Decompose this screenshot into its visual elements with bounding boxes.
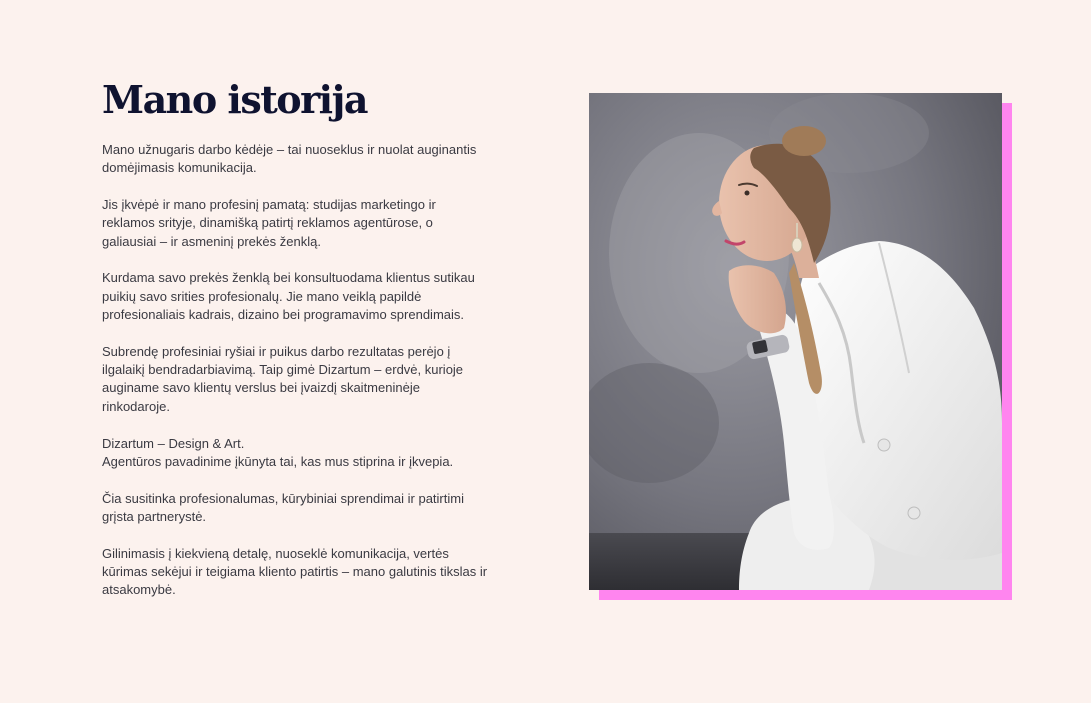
story-paragraph bbox=[102, 545, 532, 600]
paragraph-line: galiausiai – ir asmeninį prekės ženklą. bbox=[102, 233, 321, 249]
paragraph-line: Gilinimasis į kiekvieną detalę, nuoseklė komunikacija, vertės bbox=[102, 545, 449, 561]
paragraph-line: auginame savo klientų verslus bei įvaizdį skaitmeninėje bbox=[102, 380, 420, 396]
story-paragraph bbox=[102, 490, 532, 527]
portrait-photo bbox=[589, 93, 1002, 590]
paragraph-line: Mano užnugaris darbo kėdėje – tai nuoseklus ir nuolat auginantis bbox=[102, 142, 477, 157]
paragraph-line: Kurdama savo prekės ženklą bei konsultuodama klientus sutikau bbox=[102, 270, 475, 286]
paragraph-line: Jis įkvėpė ir mano profesinį pamatą: studijas marketingo ir bbox=[102, 197, 436, 213]
paragraph-line: grįsta partnerystė. bbox=[102, 508, 207, 524]
story-paragraph bbox=[102, 196, 532, 251]
story-paragraph bbox=[102, 435, 532, 472]
paragraph-line: puikių savo srities profesionalų. Jie mano veiklą papildė bbox=[102, 288, 422, 304]
paragraph-line: Dizartum – Design & Art. bbox=[102, 435, 245, 451]
portrait-illustration bbox=[589, 93, 1002, 590]
paragraph-line: ilgalaikį bendradarbiavimą. Taip gimė Dizartum – erdvė, kurioje bbox=[102, 362, 464, 378]
paragraph-line: Agentūros pavadinime įkūnyta tai, kas mus stiprina ir įkvepia. bbox=[102, 453, 454, 469]
paragraph-line: Čia susitinka profesionalumas, kūrybiniai sprendimai ir patirtimi bbox=[102, 490, 464, 506]
paragraph-line: atsakomybė. bbox=[102, 582, 176, 598]
paragraph-line: profesionaliais kadrais, dizaino bei programavimo sprendimais. bbox=[102, 307, 465, 323]
paragraph-line: domėjimasis komunikacija. bbox=[102, 160, 257, 176]
story-paragraph bbox=[102, 269, 532, 324]
story-text-column bbox=[102, 76, 532, 618]
story-paragraph bbox=[102, 141, 532, 178]
section-title: Mano istorija bbox=[102, 77, 367, 122]
paragraph-line: rinkodaroje. bbox=[102, 398, 170, 414]
paragraph-line: kūrimas sekėjui ir teigiama kliento patirtis – mano galutinis tikslas ir bbox=[102, 564, 488, 580]
story-paragraph bbox=[102, 343, 532, 416]
paragraph-line: Subrendę profesiniai ryšiai ir puikus darbo rezultatas perėjo į bbox=[102, 343, 451, 359]
paragraph-line: reklamos srityje, dinamišką patirtį reklamos agentūrose, o bbox=[102, 215, 433, 231]
